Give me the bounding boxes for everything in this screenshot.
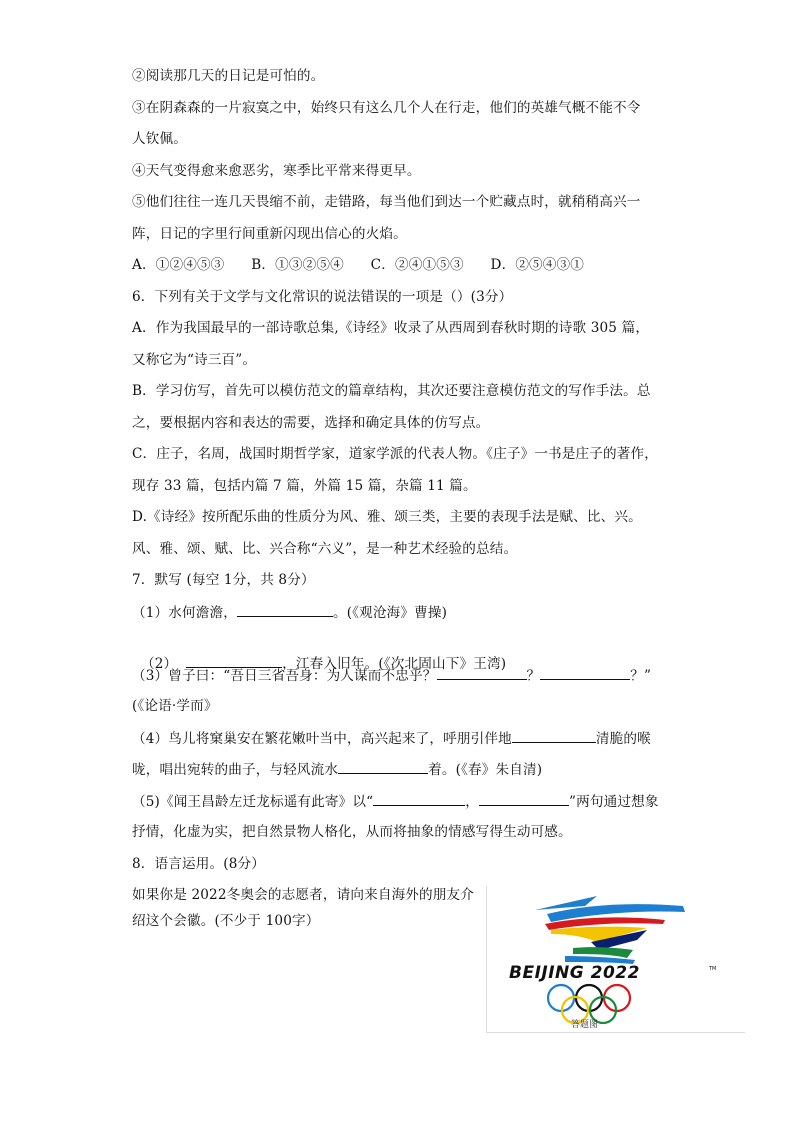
winter-olympics-emblem [487, 886, 745, 1032]
q6-option-d-line2: 风、雅、颂、赋、比、兴合称“六义”，是一种艺术经验的总结。 [132, 541, 518, 557]
text-line-5: ⑤他们往往一连几天畏缩不前，走错路，每当他们到达一个贮藏点时，就稍稍高兴一 [132, 194, 641, 210]
figure-caption: 答题图 [571, 1020, 599, 1030]
text-line-6: 阵，日记的字里行间重新闪现出信心的火焰。 [132, 226, 407, 242]
beijing-2022-emblem-figure [486, 886, 745, 1033]
answer-blank[interactable] [437, 665, 527, 680]
q6-option-b-line1: B．学习仿写，首先可以模仿范文的篇章结构，其次还要注意模仿范文的写作手法。总 [132, 383, 651, 399]
q8-prompt-line1: 如果你是 2022冬奥会的志愿者，请向来自海外的朋友介 [132, 887, 475, 903]
answer-blank[interactable] [540, 665, 630, 680]
q6-option-c-line2: 现存 33 篇，包括内篇 7 篇，外篇 15 篇，杂篇 11 篇。 [132, 478, 477, 494]
q7-item-2: （2） ，江春入旧年。(《次北固山下》王湾) [132, 633, 506, 674]
answer-blank[interactable] [237, 602, 333, 617]
q7-item-5-line1: （5)《闻王昌龄左迁龙标遥有此寄》以“ ， ”两句通过想象 [132, 791, 659, 812]
answer-blank[interactable] [479, 791, 569, 806]
text-line-4: ④天气变得愈来愈恶劣，寒季比平常来得更早。 [132, 163, 421, 179]
emblem-logo-text: BEIJING 2022 [509, 963, 640, 983]
answer-blank[interactable] [338, 759, 428, 774]
question-7-title: 7．默写 (每空 1分，共 8分） [132, 572, 315, 588]
text-line-3: 人钦佩。 [132, 131, 187, 147]
q7-item-1: （1）水何澹澹， 。(《观沧海》曹操) [132, 602, 447, 623]
q8-prompt-line2: 绍这个会徽。(不少于 100字） [132, 913, 320, 929]
q6-option-c-line1: C．庄子，名周，战国时期哲学家，道家学派的代表人物。《庄子》一书是庄子的著作， [132, 446, 659, 462]
text-line-1: ②阅读那几天的日记是可怕的。 [132, 68, 325, 84]
q7-item-4-line1: （4）鸟儿将窠巢安在繁花嫩叶当中，高兴起来了，呼朋引伴地 清脆的喉 [132, 728, 651, 749]
answer-options-q5: A．①②④⑤③ B．①③②⑤④ C．②④①⑤③ D．②⑤④③① [132, 257, 585, 273]
q6-option-d-line1: D.《诗经》按所配乐曲的性质分为风、雅、颂三类，主要的表现手法是赋、比、兴。 [132, 509, 642, 525]
q6-option-b-line2: 之，要根据内容和表达的需要，选择和确定具体的仿写点。 [132, 415, 490, 431]
q7-item-3: （3）曾子曰：“吾日三省吾身：为人谋而不忠乎？ ？ ？” [132, 665, 651, 686]
q7-item-4-line2: 咙，唱出宛转的曲子，与轻风流水 着。(《春》朱自清) [132, 759, 542, 780]
text-line-2: ③在阴森森的一片寂寞之中，始终只有这么几个人在行走，他们的英雄气概不能不令 [132, 100, 641, 116]
q7-item-5-line2: 抒情，化虚为实，把自然景物人格化，从而将抽象的情感写得生动可感。 [132, 824, 572, 840]
q7-item-3-source: (《论语·学而》 [132, 698, 218, 714]
q6-option-a-line2: 又称它为“诗三百”。 [132, 352, 257, 368]
emblem-trademark: TM [709, 966, 717, 972]
question-6-title: 6．下列有关于文学与文化常识的说法错误的一项是（）(3分） [132, 289, 513, 305]
q6-option-a-line1: A．作为我国最早的一部诗歌总集,《诗经》收录了从西周到春秋时期的诗歌 305 篇， [132, 320, 650, 336]
answer-blank[interactable] [373, 791, 465, 806]
olympic-rings-icon [548, 985, 630, 1023]
question-8-title: 8．语言运用。(8分） [132, 856, 266, 872]
answer-blank[interactable] [512, 728, 596, 743]
